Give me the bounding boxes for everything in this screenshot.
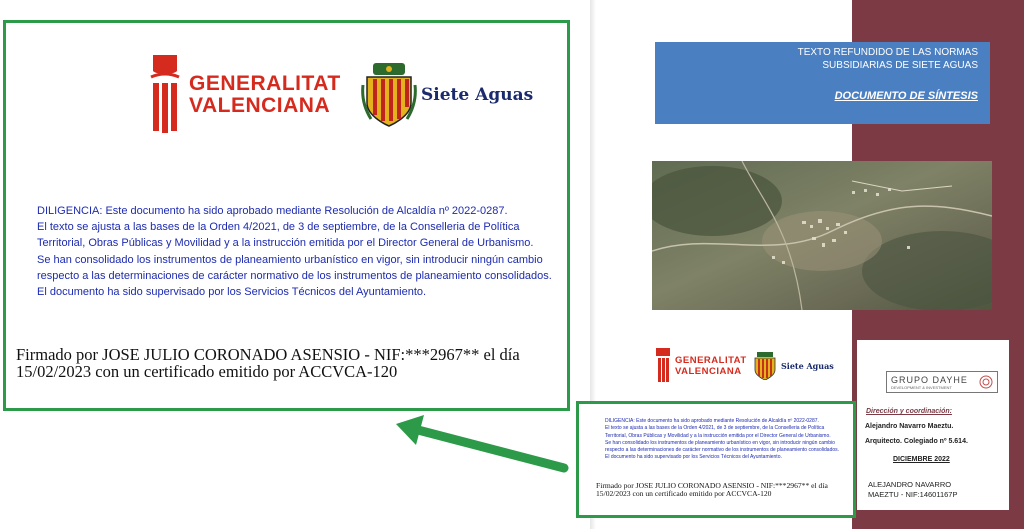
diligencia-p2: El texto se ajusta a las bases de la Orden 4/2021, de 3 de septiembre, de la Conselleria de Política Territorial, Obras Públicas y Movilidad y a la instrucción emitida por el Director General de Urbanismo. bbox=[37, 221, 534, 250]
crest-icon bbox=[752, 352, 778, 380]
crest-icon bbox=[361, 63, 417, 127]
diligencia-p1: DILIGENCIA: Este documento ha sido aprobado mediante Resolución de Alcaldía nº 2022-0287. bbox=[37, 205, 508, 217]
director-role: Arquitecto. Colegiado nº 5.614. bbox=[865, 438, 968, 445]
cover-title-line1: TEXTO REFUNDIDO DE LAS NORMAS bbox=[797, 47, 978, 58]
company-emblem-icon bbox=[979, 375, 993, 389]
signer-line1: ALEJANDRO NAVARRO bbox=[868, 480, 952, 489]
generalitat-label-1: GENERALITAT bbox=[189, 72, 341, 95]
cover-logo-generalitat bbox=[655, 348, 747, 384]
signer-line2: MAEZTU - NIF:14601167P bbox=[868, 490, 958, 499]
generalitat-label-1: GENERALITAT bbox=[675, 355, 747, 366]
zoom-logo-siete-aguas bbox=[361, 63, 533, 127]
siete-aguas-label: Siete Aguas bbox=[421, 85, 534, 105]
diligencia-small-p1: DILIGENCIA: Este documento ha sido aprobado mediante Resolución de Alcaldía nº 2022-0287. bbox=[605, 418, 819, 424]
diligencia-small-text bbox=[605, 418, 845, 462]
siete-aguas-label: Siete Aguas bbox=[781, 361, 834, 371]
diligencia-p3: Se han consolidado los instrumentos de planeamiento urbanístico en vigor, sin introducir ningún cambio respecto a las determinaciones de carácter normativo de los instrumentos de planeamiento consolidados. bbox=[37, 253, 552, 282]
generalitat-emblem-icon bbox=[147, 55, 183, 135]
diligencia-p4: El documento ha sido supervisado por los Servicios Técnicos del Ayuntamiento. bbox=[37, 286, 427, 299]
generalitat-label-2: VALENCIANA bbox=[189, 94, 331, 117]
cover-subtitle: DOCUMENTO DE SÍNTESIS bbox=[834, 90, 978, 102]
generalitat-label-2: VALENCIANA bbox=[675, 366, 742, 377]
company-name: GRUPO DAYHE bbox=[891, 374, 968, 385]
zoom-logo-generalitat bbox=[147, 55, 341, 135]
aerial-photo bbox=[652, 161, 992, 310]
diligencia-highlight-box bbox=[576, 401, 856, 518]
generalitat-emblem-icon bbox=[655, 348, 671, 384]
diligencia-small-p4: El documento ha sido supervisado por los Servicios Técnicos del Ayuntamiento. bbox=[605, 454, 782, 461]
company-tagline: DEVELOPMENT & INVESTMENT bbox=[891, 384, 952, 390]
cover-date: DICIEMBRE 2022 bbox=[893, 456, 950, 463]
team-heading: EQUIPO TÉCNICO REDACTOR: bbox=[868, 355, 973, 362]
zoomed-diligencia-panel bbox=[3, 20, 570, 411]
company-logo bbox=[886, 371, 998, 393]
diligencia-small-p3: Se han consolidado los instrumentos de planeamiento urbanístico en vigor, sin introducir ningún cambio respecto a las determinaciones de carácter normativo de los instrumentos de planeamiento consolidados. bbox=[605, 439, 840, 454]
cover-title-box bbox=[655, 42, 990, 124]
diligencia-small-p2: El texto se ajusta a las bases de la Orden 4/2021, de 3 de septiembre, de la Conselleria de Política Territorial, Obras Públicas y Movilidad y a la instrucción emitida por el Director General de Urbanismo. bbox=[605, 425, 831, 439]
cover-logo-siete-aguas bbox=[752, 352, 834, 380]
signature-text: Firmado por JOSE JULIO CORONADO ASENSIO - NIF:***2967** el día 15/02/2023 con un certificado emitido por ACCVCA-120 bbox=[16, 345, 520, 381]
diligencia-text bbox=[37, 203, 557, 300]
zoomed-logos bbox=[147, 55, 551, 137]
director-name: Alejandro Navarro Maeztu. bbox=[865, 423, 954, 430]
direction-heading: Dirección y coordinación: bbox=[866, 408, 952, 415]
signature-small: Firmado por JOSE JULIO CORONADO ASENSIO - NIF:***2967** el día 15/02/2023 con un certificado emitido por ACCVCA-120 bbox=[596, 481, 828, 499]
cover-title-line2: SUBSIDIARIAS DE SIETE AGUAS bbox=[822, 60, 978, 71]
